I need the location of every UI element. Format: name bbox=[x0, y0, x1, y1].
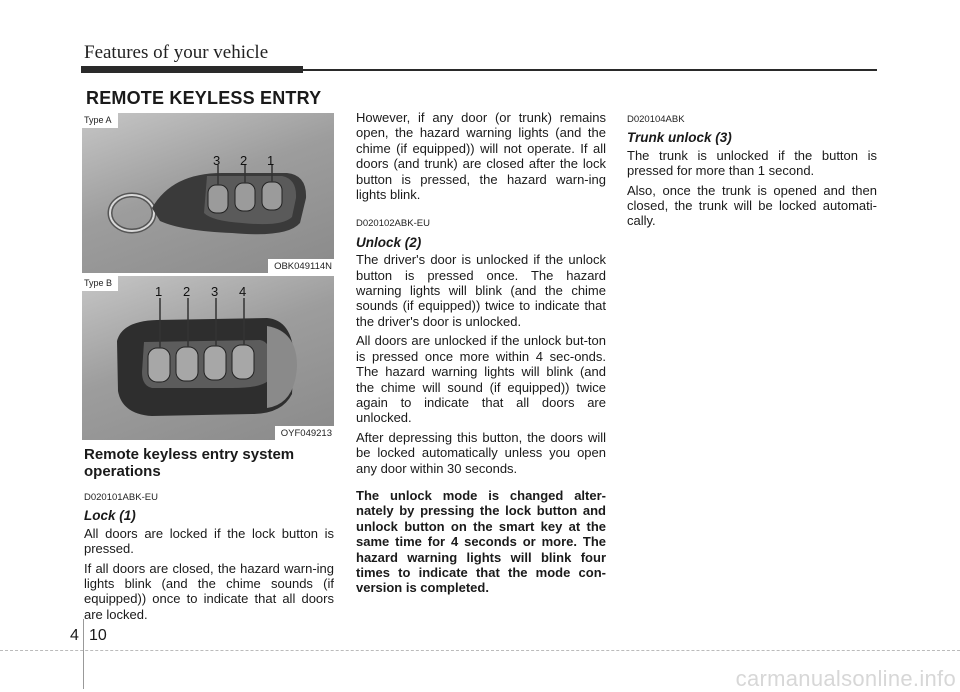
button-number-a-3: 1 bbox=[267, 153, 275, 168]
button-number-b-4: 4 bbox=[239, 284, 247, 299]
figure-a-code: OBK049114N bbox=[268, 259, 334, 273]
lock-paragraph-1: All doors are locked if the lock button is pressed. bbox=[84, 525, 334, 557]
page-number: 10 bbox=[89, 627, 107, 644]
button-number-b-1: 1 bbox=[155, 284, 163, 299]
unlock-subheading: Unlock (2) bbox=[356, 234, 422, 250]
column-2 bbox=[356, 110, 606, 600]
unlock-paragraph-3: After depressing this button, the doors will be locked automatically unless you open any door within 30 seconds. bbox=[356, 429, 606, 476]
trunk-section-code: D020104ABK bbox=[627, 114, 685, 125]
smart-key-b-illustration bbox=[82, 276, 334, 440]
figure-type-a bbox=[82, 113, 334, 273]
col2-paragraph-1: However, if any door (or trunk) remains open, the hazard warning lights (and the chime (if equipped)) will not operate. If all doors (and trunk) are closed after the lock button is pressed, the hazard warn-ing lights blink. bbox=[356, 110, 606, 203]
chapter-number: 4 bbox=[70, 627, 79, 644]
lock-paragraph-2: If all doors are closed, the hazard warn-ing lights blink (and the chime sounds (if equipped)) once to indicate that all doors are locked. bbox=[84, 560, 334, 622]
trunk-paragraph-1: The trunk is unlocked if the button is pressed for more than 1 second. bbox=[627, 147, 877, 179]
button-number-b-3: 3 bbox=[211, 284, 219, 299]
unlock-mode-note: The unlock mode is changed alter-nately by pressing the lock button and unlock button on the smart key at the same time for 4 seconds or more. The hazard warning lights will blink four times to indicate that the mode con-version is completed. bbox=[356, 487, 606, 596]
section-title: REMOTE KEYLESS ENTRY bbox=[86, 88, 322, 108]
unlock-paragraph-2: All doors are unlocked if the unlock but-ton is pressed once more within 4 sec-onds. The hazard warning lights will blink (and the chime will sound (if equipped)) twice again to indicate that all doors are unlocked. bbox=[356, 333, 606, 426]
figure-a-type-label: Type A bbox=[82, 113, 118, 128]
figure-b-type-label: Type B bbox=[82, 276, 118, 291]
button-number-a-2: 2 bbox=[240, 153, 248, 168]
button-number-b-2: 2 bbox=[183, 284, 191, 299]
unlock-section-code: D020102ABK-EU bbox=[356, 218, 430, 230]
key-fob-a-illustration bbox=[82, 113, 334, 273]
figure-type-b bbox=[82, 276, 334, 440]
unlock-paragraph-1: The driver's door is unlocked if the unlock button is pressed once. The hazard warning lights will blink (and the chime sounds (if equipped)) twice to indicate that the driver's door is unlocked. bbox=[356, 252, 606, 329]
header-bar bbox=[81, 66, 303, 73]
button-number-a-1: 3 bbox=[213, 153, 221, 168]
column-1 bbox=[84, 446, 334, 626]
footer-divider bbox=[0, 650, 960, 651]
column-3 bbox=[627, 112, 877, 233]
figure-b-code: OYF049213 bbox=[275, 426, 334, 440]
lock-subheading: Lock (1) bbox=[84, 508, 136, 524]
watermark-text: carmanualsonline.info bbox=[735, 666, 956, 691]
footer-vertical-rule bbox=[83, 619, 84, 689]
header-rule bbox=[303, 69, 877, 71]
lock-section-code: D020101ABK-EU bbox=[84, 492, 158, 503]
trunk-paragraph-2: Also, once the trunk is opened and then closed, the trunk will be locked automati-cally. bbox=[627, 182, 877, 229]
operations-heading: Remote keyless entry system operations bbox=[84, 446, 295, 480]
page-header-title: Features of your vehicle bbox=[84, 42, 269, 63]
trunk-subheading: Trunk unlock (3) bbox=[627, 130, 732, 146]
